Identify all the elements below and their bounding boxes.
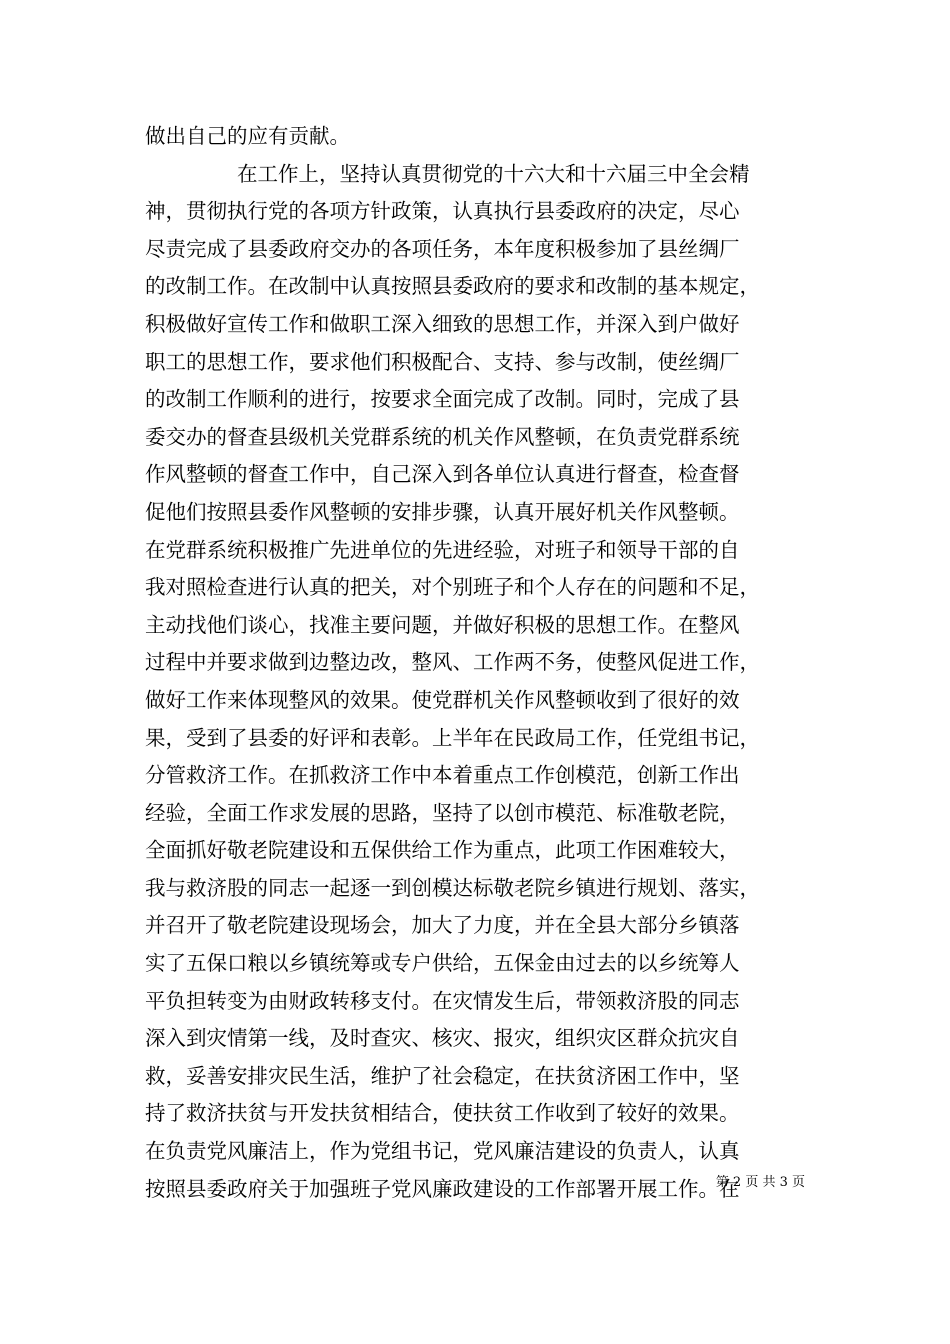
text-line: 主动找他们谈心，找准主要问题，并做好积极的思想工作。在整风: [145, 612, 740, 637]
text-line: 深入到灾情第一线，及时查灾、核灾、报灾，组织灾区群众抗灾自: [145, 1026, 740, 1051]
text-line: 作风整顿的督查工作中，自己深入到各单位认真进行督查，检查督: [145, 462, 740, 487]
page-number-footer: 第 2 页 共 3 页: [715, 1175, 805, 1190]
text-line: 职工的思想工作，要求他们积极配合、支持、参与改制，使丝绸厂: [145, 349, 740, 374]
text-line: 的改制工作顺利的进行，按要求全面完成了改制。同时，完成了县: [145, 387, 740, 412]
text-line: 的改制工作。在改制中认真按照县委政府的要求和改制的基本规定，: [145, 274, 760, 299]
text-line: 全面抓好敬老院建设和五保供给工作为重点，此项工作困难较大，: [145, 838, 740, 863]
text-line: 果，受到了县委的好评和表彰。上半年在民政局工作，任党组书记，: [145, 725, 760, 750]
text-line: 过程中并要求做到边整边改，整风、工作两不务，使整风促进工作，: [145, 650, 760, 675]
text-line: 尽责完成了县委政府交办的各项任务，本年度积极参加了县丝绸厂: [145, 236, 740, 261]
text-line: 经验，全面工作求发展的思路，坚持了以创市模范、标准敬老院，: [145, 800, 740, 825]
text-line: 并召开了敬老院建设现场会，加大了力度，并在全县大部分乡镇落: [145, 913, 740, 938]
text-line: 积极做好宣传工作和做职工深入细致的思想工作，并深入到户做好: [145, 311, 740, 336]
text-line: 分管救济工作。在抓救济工作中本着重点工作创模范，创新工作出: [145, 763, 740, 788]
text-line: 持了救济扶贫与开发扶贫相结合，使扶贫工作收到了较好的效果。: [145, 1101, 740, 1126]
text-line: 平负担转变为由财政转移支付。在灾情发生后，带领救济股的同志: [145, 988, 740, 1013]
text-line: 在负责党风廉洁上，作为党组书记，党风廉洁建设的负责人，认真: [145, 1139, 740, 1164]
text-line: 促他们按照县委作风整顿的安排步骤，认真开展好机关作风整顿。: [145, 499, 740, 524]
text-line: 在党群系统积极推广先进单位的先进经验，对班子和领导干部的自: [145, 537, 740, 562]
text-line: 我对照检查进行认真的把关，对个别班子和个人存在的问题和不足，: [145, 575, 760, 600]
body-text: [145, 118, 815, 1208]
text-line: 救，妥善安排灾民生活，维护了社会稳定，在扶贫济困工作中，坚: [145, 1063, 740, 1088]
text-line: 委交办的督查县级机关党群系统的机关作风整顿，在负责党群系统: [145, 424, 740, 449]
text-line: 按照县委政府关于加强班子党风廉政建设的工作部署开展工作。在: [145, 1176, 740, 1201]
text-line: 实了五保口粮以乡镇统筹或专户供给，五保金由过去的以乡统筹人: [145, 951, 740, 976]
text-line: 我与救济股的同志一起逐一到创模达标敬老院乡镇进行规划、落实，: [145, 875, 760, 900]
text-line: 神，贯彻执行党的各项方针政策，认真执行县委政府的决定，尽心: [145, 199, 740, 224]
text-line: 做出自己的应有贡献。: [145, 124, 350, 148]
paragraph-start-line: 在工作上，坚持认真贯彻党的十六大和十六届三中全会精: [237, 161, 750, 186]
text-line: 做好工作来体现整风的效果。使党群机关作风整顿收到了很好的效: [145, 687, 740, 712]
